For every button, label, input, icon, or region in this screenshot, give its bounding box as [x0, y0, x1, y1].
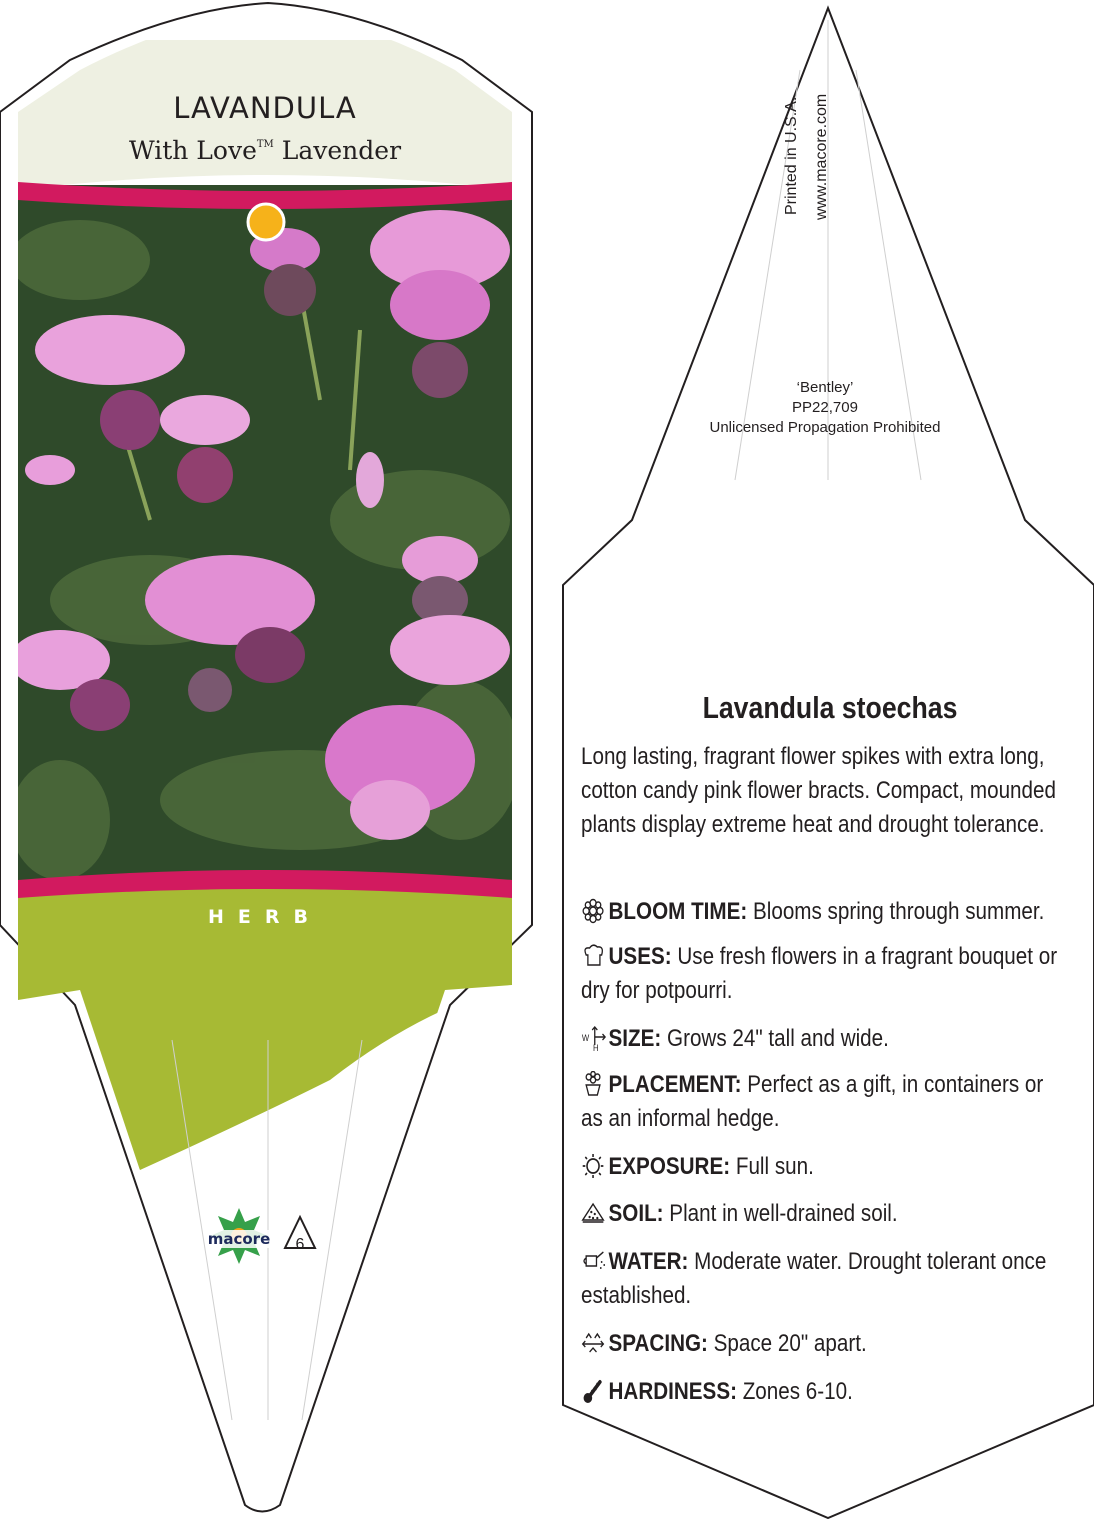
print-info [775, 40, 895, 240]
soil-text: Plant in well-drained soil. [669, 1200, 898, 1227]
attribute-soil [581, 1197, 1063, 1231]
spacing-icon [581, 1330, 609, 1356]
brand-name: macore [205, 1230, 273, 1248]
spacing-text: Space 20" apart. [713, 1330, 867, 1357]
size-label: SIZE: [608, 1025, 662, 1052]
water-text: Moderate water. Drought tolerant once established. [581, 1248, 1047, 1309]
species-title: Lavandula stoechas [702, 690, 958, 725]
placement-text: Perfect as a gift, in containers or as an informal hedge. [581, 1071, 1044, 1132]
bloom-time-label: BLOOM TIME: [608, 898, 748, 925]
front-tag [0, 3, 532, 1512]
soil-label: SOIL: [608, 1200, 664, 1227]
description: Long lasting, fragrant flower spikes with extra long, cotton candy pink flower bracts. Compact, mounded plants display extreme heat and drought tolerance. [581, 743, 1056, 838]
svg-text:H: H [593, 1042, 599, 1051]
common-name-suffix: Lavender [281, 136, 402, 165]
printed-in: Printed in U.S.A. [783, 96, 800, 215]
uses-label: USES: [608, 943, 672, 970]
trademark: TM [256, 139, 274, 150]
exposure-label: EXPOSURE: [608, 1153, 731, 1180]
sun-indicator-icon [248, 204, 284, 240]
common-name [60, 130, 470, 166]
recycle-code: 6 [295, 1236, 305, 1253]
placement-label: PLACEMENT: [608, 1071, 742, 1098]
thermometer-icon [581, 1378, 609, 1404]
attribute-water [581, 1245, 1063, 1313]
svg-text:W: W [581, 1032, 590, 1044]
category-label: HERB [208, 906, 322, 928]
spacing-label: SPACING: [608, 1330, 708, 1357]
bloom-time-text: Blooms spring through summer. [752, 898, 1045, 925]
website: www.macore.com [813, 93, 830, 220]
size-arrows-icon [581, 1025, 609, 1051]
cultivar-name: ‘Bentley’ [796, 379, 854, 396]
water-label: WATER: [608, 1248, 689, 1275]
attribute-uses [581, 940, 1063, 1008]
uses-text: Use fresh flowers in a fragrant bouquet or dry for potpourri. [581, 943, 1058, 1004]
soil-icon [581, 1200, 609, 1226]
attribute-placement [581, 1068, 1063, 1136]
genus-title: LAVANDULA [173, 91, 357, 125]
size-text: Grows 24" tall and wide. [667, 1025, 889, 1052]
placement-flower-icon [581, 1071, 609, 1097]
attribute-bloom-time [581, 895, 1063, 929]
attribute-size [581, 1022, 1063, 1056]
attribute-hardiness [581, 1375, 1063, 1409]
watering-can-icon [581, 1248, 609, 1274]
patent-block [640, 378, 1010, 438]
sun-icon [581, 1153, 609, 1179]
exposure-text: Full sun. [735, 1153, 814, 1180]
common-name-text: With Love [128, 136, 257, 165]
hardiness-text: Zones 6-10. [742, 1378, 853, 1405]
flower-icon [581, 898, 609, 924]
chef-hat-icon [581, 943, 609, 969]
attribute-exposure [581, 1150, 1063, 1184]
propagation-notice: Unlicensed Propagation Prohibited [709, 419, 941, 436]
patent-number: PP22,709 [792, 399, 858, 416]
attribute-spacing [581, 1327, 1063, 1361]
hardiness-label: HARDINESS: [608, 1378, 737, 1405]
